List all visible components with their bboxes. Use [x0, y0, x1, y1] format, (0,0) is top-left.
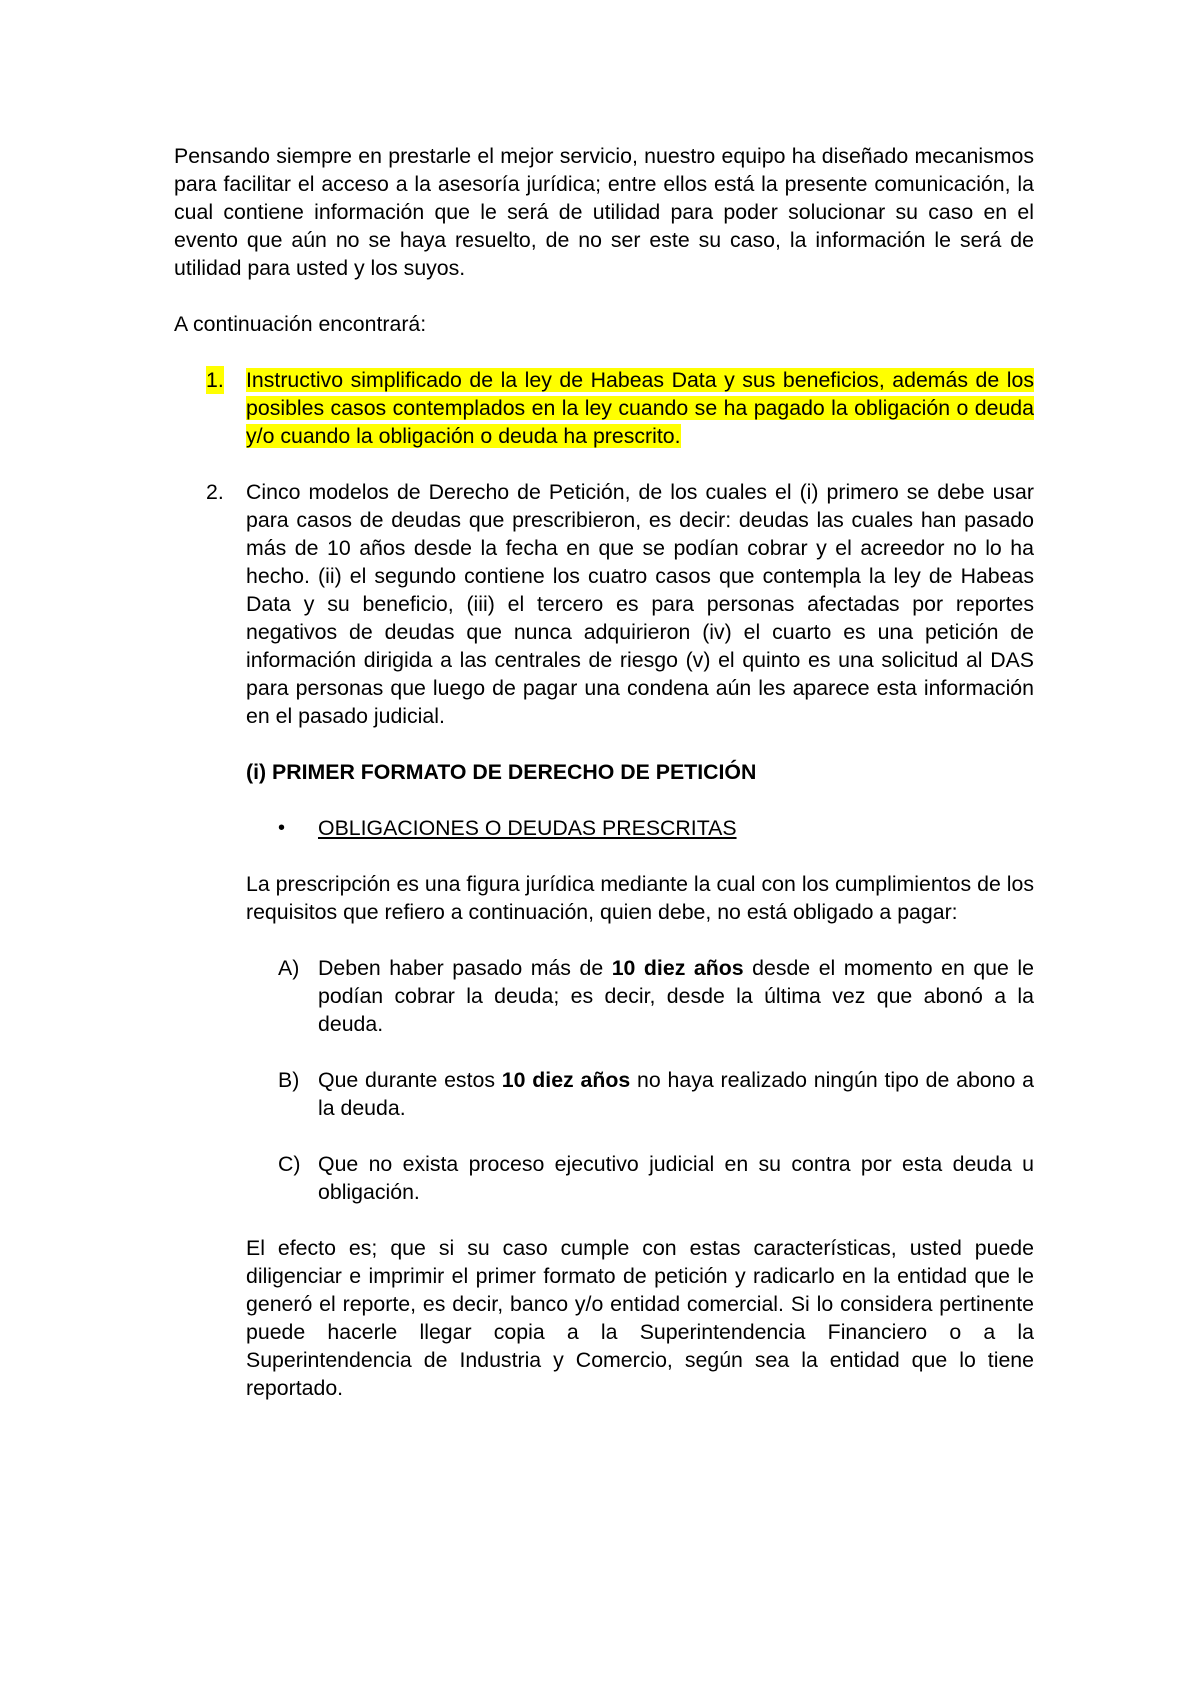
requirement-mark-b: B)	[278, 1068, 300, 1092]
intro-paragraph: Pensando siempre en prestarle el mejor servicio, nuestro equipo ha diseñado mecanismos para facilitar el acceso a la asesoría jurídica; entre ellos está la presente comunicación, la cual contiene información que le será de utilidad para poder solucionar su caso en el evento que aún no se haya resuelto, de no ser este su caso, la información le será de utilidad para usted y los suyos.	[174, 144, 1034, 280]
requirement-a	[174, 954, 1034, 1038]
requirement-a-before: Deben haber pasado más de	[318, 956, 612, 980]
requirement-b	[174, 1066, 1034, 1122]
requirement-c	[174, 1150, 1034, 1206]
definition-paragraph: La prescripción es una figura jurídica mediante la cual con los cumplimientos de los requisitos que refiero a continuación, quien debe, no está obligado a pagar:	[246, 872, 1034, 924]
effect-paragraph: El efecto es; que si su caso cumple con estas características, usted puede diligenciar e imprimir el primer formato de petición y radicarlo en la entidad que le generó el reporte, es decir, banco y/o entidad comercial. Si lo considera pertinente puede hacerle llegar copia a la Superintendencia Financiero o a la Superintendencia de Industria y Comercio, según sea la entidad que lo tiene reportado.	[246, 1236, 1034, 1400]
requirement-a-bold: 10 diez años	[611, 956, 744, 980]
list-text-2: Cinco modelos de Derecho de Petición, de los cuales el (i) primero se debe usar para casos de deudas que prescribieron, es decir: deudas las cuales han pasado más de 10 años desde la fecha en que se podían cobrar y el acreedor no lo ha hecho. (ii) el segundo contiene los cuatro casos que contempla la ley de Habeas Data y su beneficio, (iii) el tercero es para personas afectadas por reportes negativos de deudas que nunca adquirieron (iv) el cuarto es una petición de información dirigida a las centrales de riesgo (v) el quinto es una solicitud al DAS para personas que luego de pagar una condena aún les aparece esta información en el pasado judicial.	[246, 480, 1034, 728]
requirement-mark-a: A)	[278, 956, 300, 980]
requirement-c-text: Que no exista proceso ejecutivo judicial en su contra por esta deuda u obligación.	[318, 1152, 1034, 1204]
list-text-1: Instructivo simplificado de la ley de Habeas Data y sus beneficios, además de los posibles casos contemplados en la ley cuando se ha pagado la obligación o deuda y/o cuando la obligación o deuda ha prescrito.	[246, 368, 1034, 448]
requirement-mark-c: C)	[278, 1152, 301, 1176]
list-item-1	[174, 366, 1034, 450]
bullet-item	[174, 814, 1034, 842]
requirement-b-bold: 10 diez años	[501, 1068, 631, 1092]
requirement-b-after: no haya realizado ningún tipo de abono a la deuda.	[318, 1068, 1034, 1120]
bullet-text: OBLIGACIONES O DEUDAS PRESCRITAS	[318, 816, 737, 840]
section-heading: (i) PRIMER FORMATO DE DERECHO DE PETICIÓN	[246, 760, 757, 784]
list-item-2	[174, 478, 1034, 730]
requirement-a-after: desde el momento en que le podían cobrar la deuda; es decir, desde la última vez que abonó a la deuda.	[318, 956, 1034, 1036]
list-number-2: 2.	[206, 480, 224, 504]
requirement-b-before: Que durante estos	[318, 1068, 502, 1092]
list-number-1: 1.	[206, 368, 224, 392]
document-body	[174, 142, 1034, 1402]
bullet-icon: •	[278, 817, 286, 839]
lead-text: A continuación encontrará:	[174, 312, 427, 336]
